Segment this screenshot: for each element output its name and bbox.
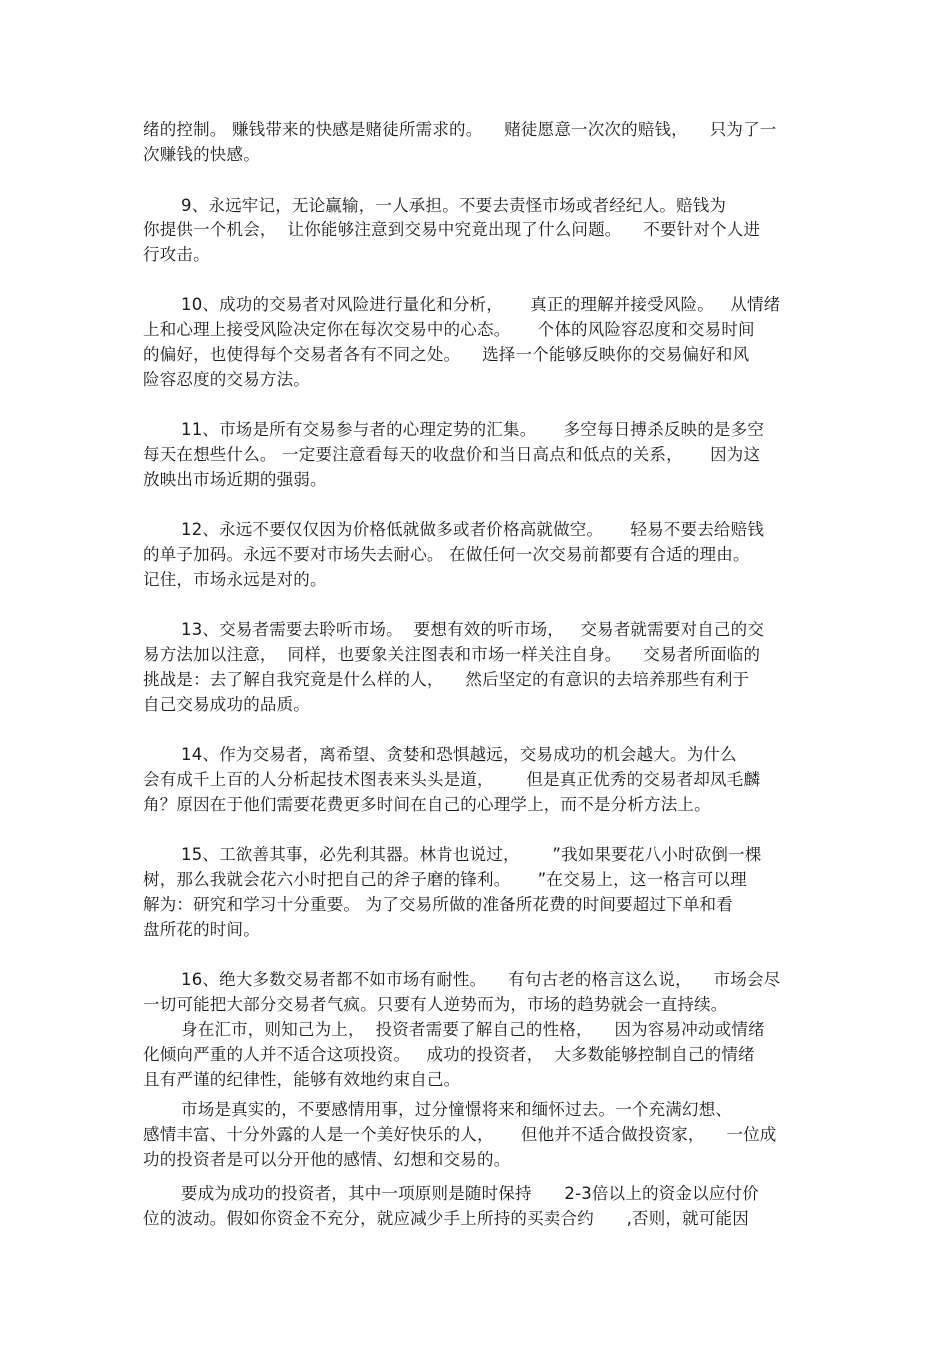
text-line: 解为：研究和学习十分重要。 为了交易所做的准备所花费的时间要超过下单和看 [143,895,733,914]
paragraph-13-line: 13、交易者需要去聆听市场。 要想有效的听市场， 交易者就需要对自己的交 [181,620,765,639]
text-line: 的偏好，也使得每个交易者各有不同之处。 选择一个能够反映你的交易偏好和风 [143,345,750,364]
text-line: 自己交易成功的品质。 [143,695,310,714]
text-line: 放映出市场近期的强弱。 [143,470,327,489]
text-line: 角？原因在于他们需要花费更多时间在自己的心理学上，而不是分析方法上。 [143,795,711,814]
paragraph-line: 要成为成功的投资者，其中一项原则是随时保持 2-3倍以上的资金以应付价 [181,1184,759,1203]
text-line: 的单子加码。永远不要对市场失去耐心。 在做任何一次交易前都要有合适的理由。 [143,545,750,564]
paragraph-16-line: 16、绝大多数交易者都不如市场有耐性。 有句古老的格言这么说， 市场会尽 [181,970,781,989]
text-line: 位的波动。假如你资金不充分，就应减少手上所持的买卖合约 ,否则，就可能因 [143,1209,749,1228]
text-line: 盘所花的时间。 [143,920,260,939]
text-line: 险容忍度的交易方法。 [143,370,310,389]
text-line: 化倾向严重的人并不适合这项投资。 成功的投资者， 大多数能够控制自己的情绪 [143,1045,755,1064]
text-line: 一切可能把大部分交易者气疯。只要有人逆势而为，市场的趋势就会一直持续。 [143,995,728,1014]
text-line: 绪的控制。 赚钱带来的快感是赌徒所需求的。 赌徒愿意一次次的赔钱， 只为了一 [143,120,777,139]
text-line: 上和心理上接受风险决定你在每次交易中的心态。 个体的风险容忍度和交易时间 [143,320,755,339]
paragraph-line: 身在汇市，则知己为上， 投资者需要了解自己的性格， 因为容易冲动或情绪 [181,1020,765,1039]
text-line: 感情丰富、十分外露的人是一个美好快乐的人， 但他并不适合做投资家， 一位成 [143,1125,777,1144]
text-line: 你提供一个机会， 让你能够注意到交易中究竟出现了什么问题。 不要针对个人进 [143,220,761,239]
text-line: 且有严谨的纪律性，能够有效地约束自己。 [143,1070,461,1089]
text-line: 易方法加以注意， 同样，也要象关注图表和市场一样关注自身。 交易者所面临的 [143,645,761,664]
text-line: 行攻击。 [143,245,210,264]
text-line: 记住，市场永远是对的。 [143,570,327,589]
paragraph-12-line: 12、永远不要仅仅因为价格低就做多或者价格高就做空。 轻易不要去给赔钱 [181,520,765,539]
paragraph-14-line: 14、作为交易者，离希望、贪婪和恐惧越远，交易成功的机会越大。为什么 [181,745,737,764]
paragraph-10-line: 10、成功的交易者对风险进行量化和分析， 真正的理解并接受风险。 从情绪 [181,295,781,314]
text-line: 功的投资者是可以分开他的感情、幻想和交易的。 [143,1150,511,1169]
text-line: 挑战是：去了解自我究竟是什么样的人， 然后坚定的有意识的去培养那些有利于 [143,670,750,689]
paragraph-line: 市场是真实的，不要感情用事，过分憧憬将来和缅怀过去。一个充满幻想、 [181,1100,733,1119]
paragraph-11-line: 11、市场是所有交易参与者的心理定势的汇集。 多空每日搏杀反映的是多空 [181,420,765,439]
text-line: 会有成千上百的人分析起技术图表来头头是道， 但是真正优秀的交易者却凤毛麟 [143,770,761,789]
text-line: 每天在想些什么。 一定要注意看每天的收盘价和当日高点和低点的关系， 因为这 [143,445,761,464]
paragraph-9-line: 9、永远牢记，无论赢输，一人承担。不要去责怪市场或者经纪人。赔钱为 [181,196,727,215]
text-line: 树，那么我就会花六小时把自己的斧子磨的锋利。 ”在交易上，这一格言可以理 [143,870,747,889]
paragraph-15-line: 15、工欲善其事，必先利其器。林肯也说过， ”我如果要花八小时砍倒一棵 [181,845,762,864]
text-line: 次赚钱的快感。 [143,145,260,164]
